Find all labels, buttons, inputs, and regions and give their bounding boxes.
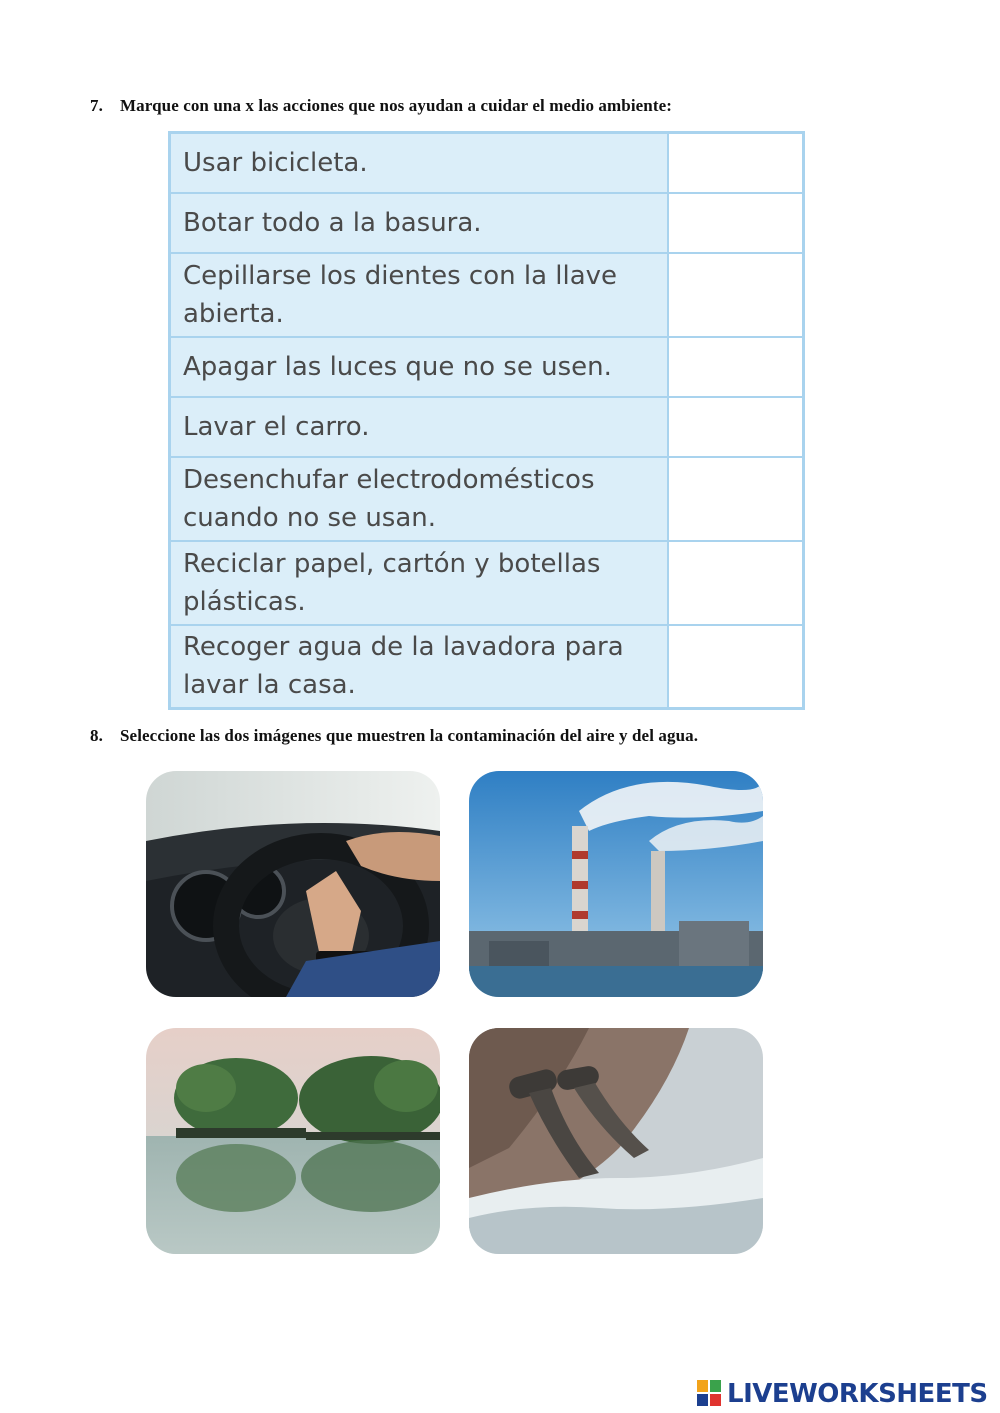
action-label-line2: plásticas. xyxy=(183,586,306,617)
action-label xyxy=(170,337,669,397)
action-label-line1: Cepillarse los dientes con la llave xyxy=(183,260,618,291)
question-7-text: Marque con una x las acciones que nos ayudan a cuidar el medio ambiente: xyxy=(120,96,673,115)
action-label xyxy=(170,625,669,709)
liveworksheets-logo-icon xyxy=(697,1380,723,1408)
action-label xyxy=(170,457,669,541)
action-row xyxy=(170,457,804,541)
mark-checkbox[interactable] xyxy=(668,457,804,541)
mangrove-lake-picture xyxy=(146,1028,440,1254)
liveworksheets-logo xyxy=(697,1376,988,1412)
action-label-line2: lavar la casa. xyxy=(183,670,356,701)
question-8-text: Seleccione las dos imágenes que muestren la contaminación del aire y del agua. xyxy=(120,726,699,745)
mangrove-lake-image[interactable] xyxy=(146,1028,440,1254)
mark-checkbox[interactable] xyxy=(668,253,804,337)
action-row xyxy=(170,193,804,253)
question-8-number: 8. xyxy=(90,726,103,745)
action-row xyxy=(170,397,804,457)
mark-checkbox[interactable] xyxy=(668,541,804,625)
action-label-line2: abierta. xyxy=(183,298,284,329)
action-label xyxy=(170,133,669,193)
action-label-line2: cuando no se usan. xyxy=(183,502,437,533)
action-label-line1: Desenchufar electrodomésticos xyxy=(183,464,595,495)
mark-checkbox[interactable] xyxy=(668,133,804,193)
mark-checkbox[interactable] xyxy=(668,625,804,709)
action-row xyxy=(170,541,804,625)
action-label-line1: Reciclar papel, cartón y botellas xyxy=(183,548,601,579)
liveworksheets-logo-text: LIVEWORKSHEETS xyxy=(727,1379,988,1409)
action-label-line1: Botar todo a la basura. xyxy=(183,207,482,238)
sewage-pipe-picture xyxy=(469,1028,763,1254)
action-row xyxy=(170,133,804,193)
action-label xyxy=(170,541,669,625)
action-label-line1: Apagar las luces que no se usen. xyxy=(183,351,612,382)
action-row xyxy=(170,625,804,709)
question-7-number: 7. xyxy=(90,96,103,115)
actions-table xyxy=(168,131,805,710)
mark-checkbox[interactable] xyxy=(668,337,804,397)
mark-checkbox[interactable] xyxy=(668,193,804,253)
factory-smokestacks-image[interactable] xyxy=(469,771,763,997)
question-8-prompt xyxy=(90,726,698,746)
question-7-prompt xyxy=(90,96,672,116)
action-row xyxy=(170,253,804,337)
action-label xyxy=(170,397,669,457)
action-row xyxy=(170,337,804,397)
action-label-line1: Recoger agua de la lavadora para xyxy=(183,632,624,663)
action-label xyxy=(170,193,669,253)
sewage-pipe-image[interactable] xyxy=(469,1028,763,1254)
mark-checkbox[interactable] xyxy=(668,397,804,457)
action-label-line1: Lavar el carro. xyxy=(183,411,370,442)
action-label-line1: Usar bicicleta. xyxy=(183,147,368,178)
car-horn-image[interactable] xyxy=(146,771,440,997)
action-label xyxy=(170,253,669,337)
car-horn-picture xyxy=(146,771,440,997)
factory-smokestacks-picture xyxy=(469,771,763,997)
